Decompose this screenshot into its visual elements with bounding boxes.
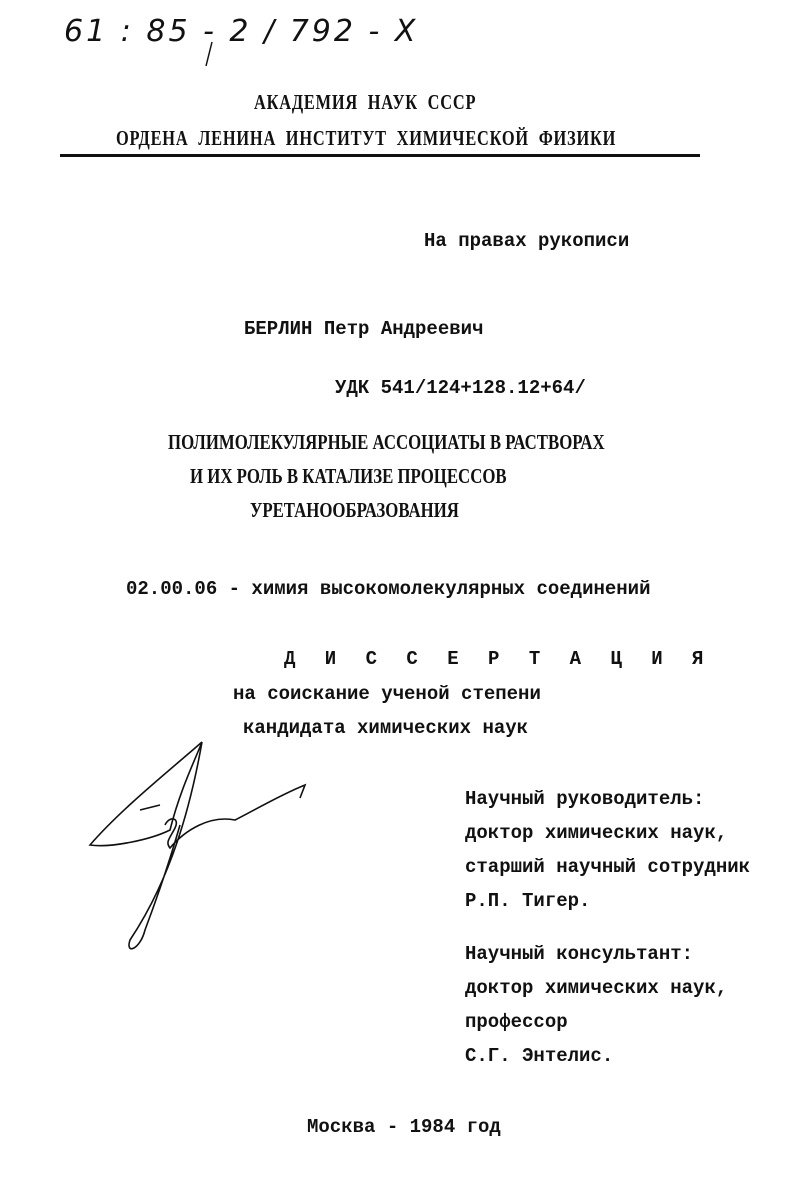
header-divider (60, 154, 700, 157)
consultant-degree: доктор химических наук, (465, 977, 728, 999)
specialty-code: 02.00.06 - химия высокомолекулярных соединений (126, 578, 651, 600)
consultant-position: профессор (465, 1011, 568, 1033)
footer-place-year: Москва - 1984 год (307, 1116, 501, 1138)
handwritten-stroke (200, 40, 220, 70)
dissertation-degree-line: на соискание ученой степени (233, 683, 541, 705)
consultant-name: С.Г. Энтелис. (465, 1045, 614, 1067)
dissertation-label: Д И С С Е Р Т А Ц И Я (284, 648, 713, 670)
header-institute: ОРДЕНА ЛЕНИНА ИНСТИТУТ ХИМИЧЕСКОЙ ФИЗИКИ (116, 126, 617, 150)
supervisor-degree: доктор химических наук, (465, 822, 728, 844)
consultant-label: Научный консультант: (465, 943, 694, 965)
author-name: БЕРЛИН Петр Андреевич (244, 318, 484, 340)
header-academy: АКАДЕМИЯ НАУК СССР (254, 90, 477, 114)
handwritten-reference: 61 : 85 - 2 / 792 - X (64, 14, 419, 49)
udc-code: УДК 541/124+128.12+64/ (335, 377, 586, 399)
title-line-1: ПОЛИМОЛЕКУЛЯРНЫЕ АССОЦИАТЫ В РАСТВОРАХ (168, 430, 605, 454)
title-line-3: УРЕТАНООБРАЗОВАНИЯ (250, 498, 459, 522)
manuscript-note: На правах рукописи (424, 230, 630, 252)
supervisor-name: Р.П. Тигер. (465, 890, 591, 912)
dissertation-field-line: кандидата химических наук (243, 717, 529, 739)
signature (70, 730, 330, 970)
supervisor-position: старший научный сотрудник (465, 856, 751, 878)
title-line-2: И ИХ РОЛЬ В КАТАЛИЗЕ ПРОЦЕССОВ (190, 464, 507, 488)
supervisor-label: Научный руководитель: (465, 788, 705, 810)
